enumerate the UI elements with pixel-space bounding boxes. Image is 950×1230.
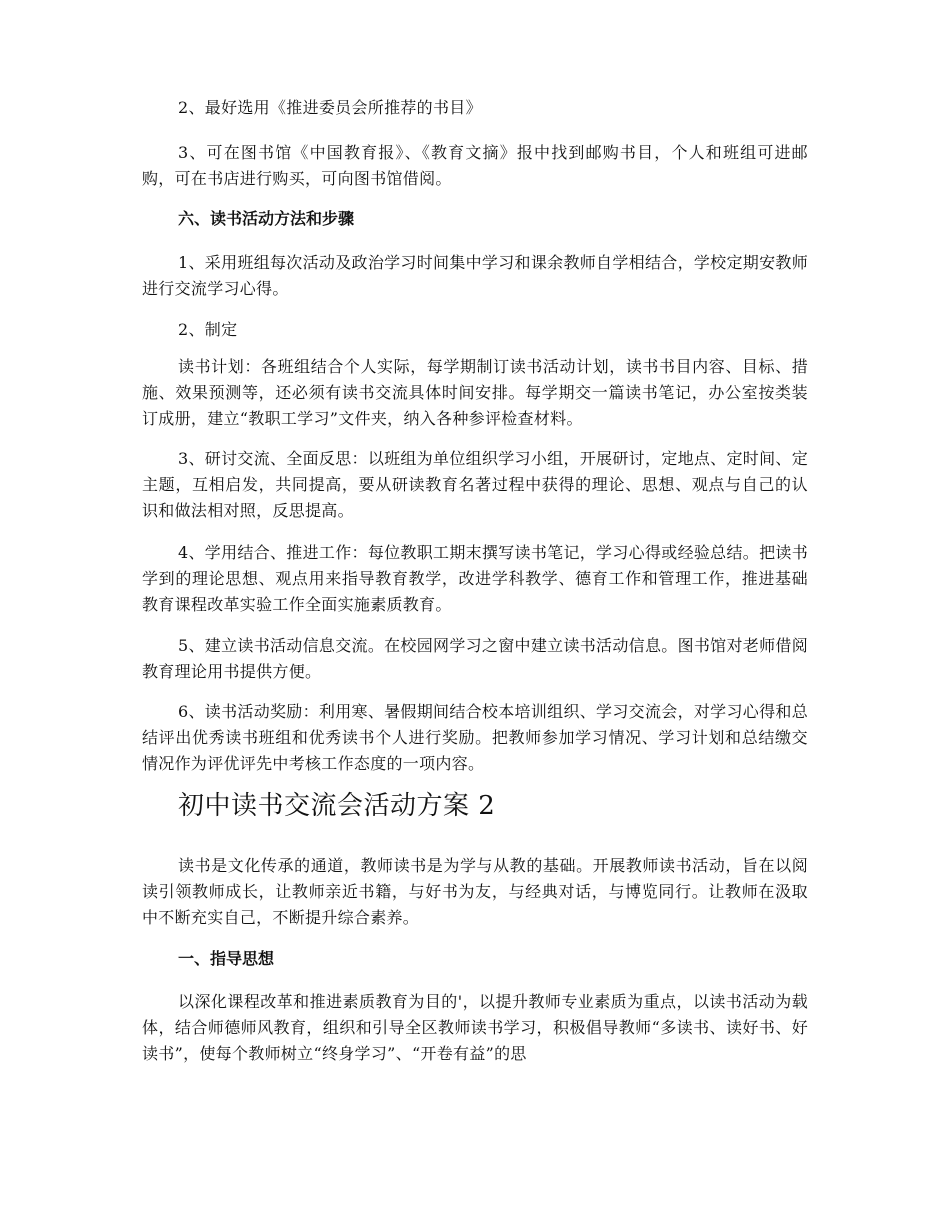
paragraph-method-3: 3、研讨交流、全面反思：以班组为单位组织学习小组，开展研讨，定地点、定时间、定主题，互相启发，共同提高，要从研读教育名著过程中获得的理论、思想、观点与自己的认识和做法相对照，反思提高。 xyxy=(142,449,808,520)
paragraph-guiding-thought: 以深化课程改革和推进素质教育为目的'，以提升教师专业素质为重点，以读书活动为载体，结合师德师风教育，组织和引导全区教师读书学习，积极倡导教师“多读书、读好书、好读书”，使每个教师树立“终身学习”、“开卷有益”的思 xyxy=(142,992,808,1063)
paragraph-book-selection-3: 3、可在图书馆《中国教育报》、《教育文摘》报中找到邮购书目，个人和班组可进邮购，可在书店进行购买，可向图书馆借阅。 xyxy=(142,143,808,188)
section-heading-guiding-thought: 一、指导思想 xyxy=(178,949,275,968)
paragraph-intro: 读书是文化传承的通道，教师读书是为学与从教的基础。开展教师读书活动，旨在以阅读引领教师成长，让教师亲近书籍，与好书为友，与经典对话，与博览同行。让教师在汲取中不断充实自己，不断提升综合素养。 xyxy=(142,856,808,927)
paragraph-method-4: 4、学用结合、推进工作：每位教职工期末撰写读书笔记，学习心得或经验总结。把读书学到的理论思想、观点用来指导教育教学，改进学科教学、德育工作和管理工作，推进基础教育课程改革实验工作全面实施素质教育。 xyxy=(142,543,808,614)
document-section-title: 初中读书交流会活动方案 2 xyxy=(178,791,496,821)
paragraph-method-1: 1、采用班组每次活动及政治学习时间集中学习和课余教师自学相结合，学校定期安教师进行交流学习心得。 xyxy=(142,253,808,298)
paragraph-method-2: 2、制定 xyxy=(178,320,238,339)
section-heading-methods: 六、读书活动方法和步骤 xyxy=(178,209,355,228)
paragraph-method-5: 5、建立读书活动信息交流。在校园网学习之窗中建立读书活动信息。图书馆对老师借阅教育理论用书提供方便。 xyxy=(142,636,808,681)
paragraph-book-selection-2: 2、最好选用《推进委员会所推荐的书目》 xyxy=(178,98,482,117)
paragraph-reading-plan: 读书计划：各班组结合个人实际，每学期制订读书活动计划，读书书目内容、目标、措施、效果预测等，还必须有读书交流具体时间安排。每学期交一篇读书笔记，办公室按类装订成册，建立“教职工学习”文件夹，纳入各种参评检查材料。 xyxy=(142,357,808,428)
paragraph-method-6: 6、读书活动奖励：利用寒、暑假期间结合校本培训组织、学习交流会，对学习心得和总结评出优秀读书班组和优秀读书个人进行奖励。把教师参加学习情况、学习计划和总结缴交情况作为评优评先中考核工作态度的一项内容。 xyxy=(142,702,808,773)
